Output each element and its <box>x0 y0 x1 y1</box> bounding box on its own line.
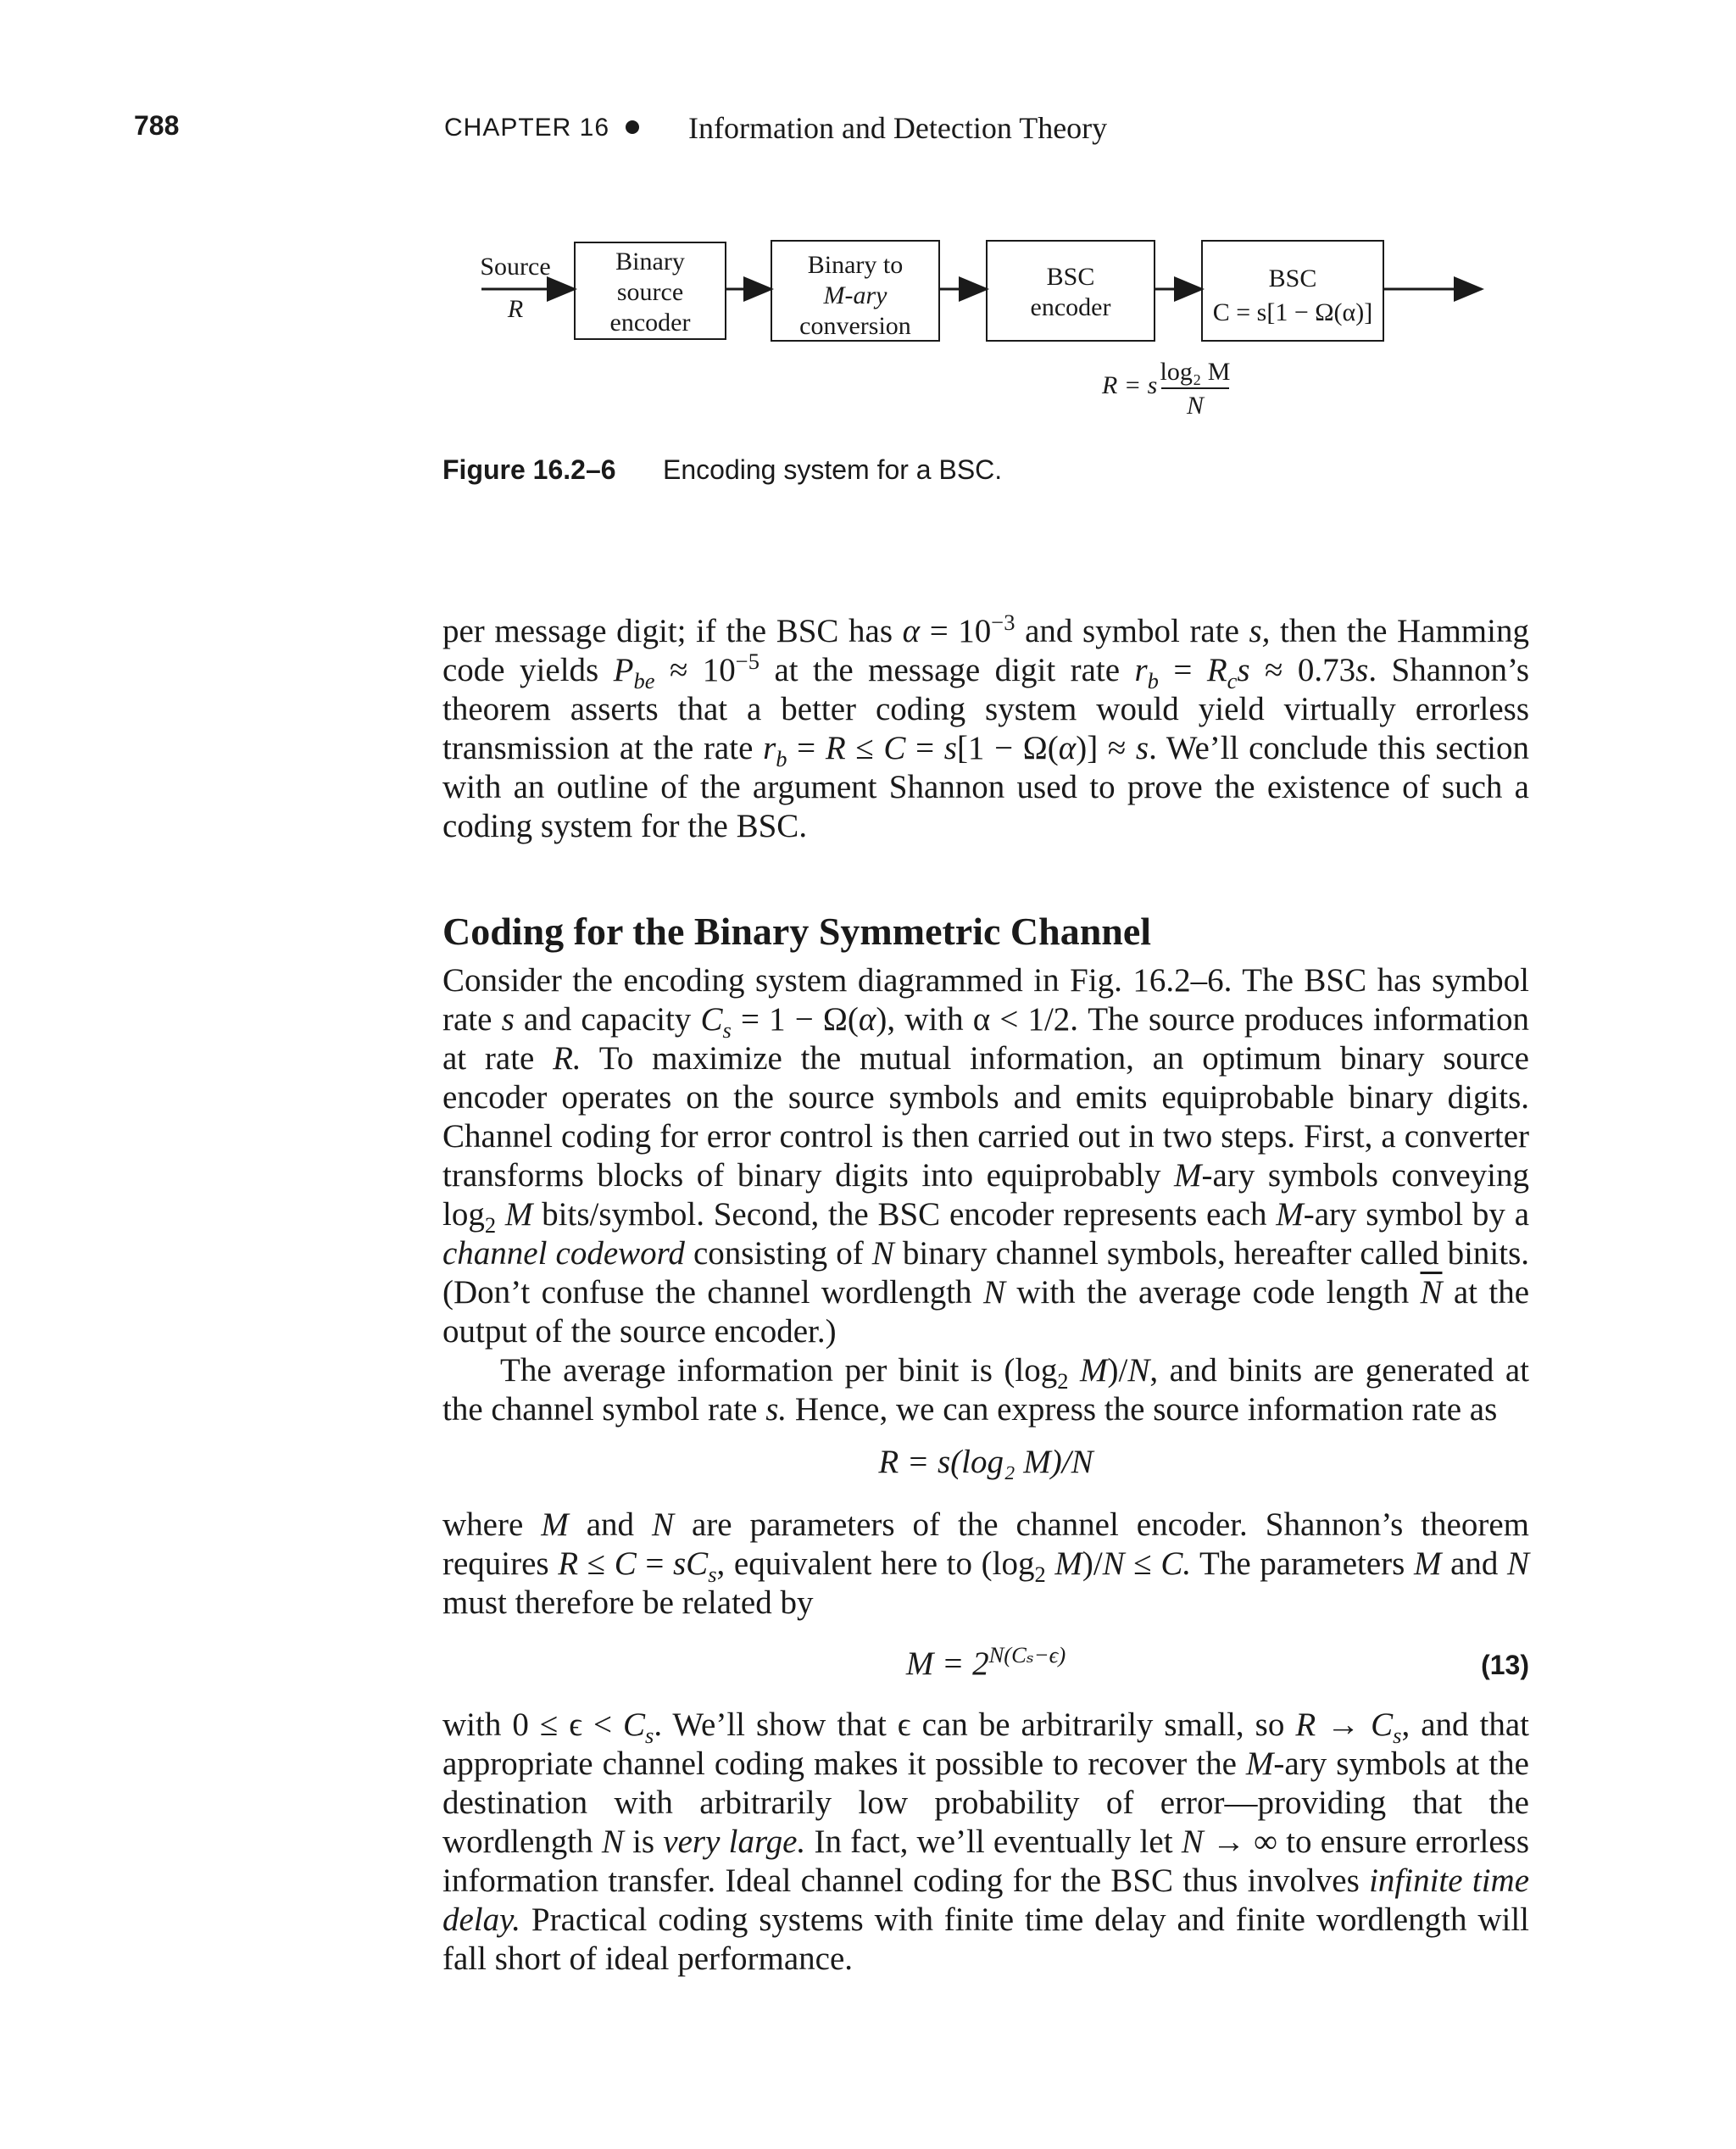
block4-line1: BSC <box>1268 264 1317 292</box>
rate-denominator: N <box>1186 392 1205 420</box>
bsc-encoder-box <box>987 241 1155 341</box>
block2-line3: conversion <box>799 312 911 340</box>
running-title: Information and Detection Theory <box>688 111 1108 145</box>
rate-equation-text: R = s(log₂ M)/N <box>878 1444 1093 1480</box>
figure-caption-text: Encoding system for a BSC. <box>663 454 1003 485</box>
conclusion-paragraph: with $0 \le \epsilon < C_s$. We’ll show that ϵ can be arbitrarily small, so $R \to C_s$, and that appropriate channel coding makes it possible to recover the M-ary symbols at the destination with arbitrarily low probability of error—providing that the wordlength N is very large. In fact, we’ll eventually let N → ∞ to ensure errorless information transfer. Ideal channel coding for the BSC thus involves infinite time delay. Practical coding systems with finite time delay and finite wordlength will fall short of ideal performance. <box>442 1706 1530 1977</box>
source-label: Source <box>480 253 551 281</box>
block2-line1: Binary to <box>807 251 904 279</box>
chapter-label: CHAPTER 16 <box>444 114 610 142</box>
equation-number: (13) <box>1481 1650 1529 1680</box>
block2-line2: M-ary <box>823 281 887 309</box>
section-heading: Coding for the Binary Symmetric Channel <box>442 910 1152 953</box>
rate-numerator: log₂ M <box>1160 358 1231 386</box>
page-header <box>0 110 1736 153</box>
m-equation-exponent: N(Cₛ−ϵ) <box>988 1642 1066 1667</box>
block1-line3: encoder <box>609 309 691 337</box>
rate-equation <box>442 1443 1529 1481</box>
m-equation <box>442 1642 1529 1683</box>
figure-label: Figure 16.2–6 <box>442 454 616 485</box>
block3-line2: encoder <box>1030 293 1111 321</box>
section-paragraphs: Consider the encoding system diagrammed in Fig. 16.2–6. The BSC has symbol rate s and capacity $C_s = 1 - \Omega(\alpha)$, with α < 1/2. The source produces information at rate R. To maximize the mutual information, an optimum binary source encoder operates on the source symbols and emits equiprobable binary digits. Channel coding for error control is then carried out in two steps. First, a converter transforms blocks of binary digits into equiprobably M-ary symbols conveying $\log_2 M$ bits/symbol. Second, the BSC encoder represents each M-ary symbol by a channel codeword consisting of N binary channel symbols, hereafter called binits. (Don’t confuse the channel wordlength N with the average code length $\overline{N}$ at the output of the source encoder.) The average information per binit is ($\log_2$ M)/N, and binits are generated at the channel symbol rate s. Hence, we can express the source information rate as <box>442 962 1530 1428</box>
m-equation-base: M = 2 <box>905 1645 989 1682</box>
block1-line2: source <box>616 278 684 306</box>
rate-label: R = s <box>1102 371 1158 399</box>
requirement-paragraph: where M and N are parameters of the channel encoder. Shannon’s theorem requires $R \le C = sC_s$, equivalent here to ($\log_2$ M)/N ≤ C. The parameters M and N must therefore be related by <box>442 1506 1530 1621</box>
intro-paragraph: per message digit; if the BSC has $\alpha = 10^{-3}$ and symbol rate s, then the Hamming code yields $P_{be} \approx 10^{-5}$ at the message digit rate $r_b = R_cs \approx 0.73s$. Shannon’s theorem asserts that a better coding system would yield virtually errorless transmission at the rate $r_b = R \le C = s[1 - \Omega(\alpha)] \approx s$. We’ll conclude this section with an outline of the argument Shannon used to prove the existence of such a coding system for the BSC. <box>442 610 1530 844</box>
block1-line1: Binary <box>615 248 685 276</box>
block3-line1: BSC <box>1046 263 1095 291</box>
source-rate-label: R <box>507 295 524 323</box>
block4-line2: C = s[1 − Ω(α)] <box>1212 298 1373 326</box>
figure-caption <box>442 454 1003 486</box>
page-number: 788 <box>134 110 180 141</box>
encoding-diagram <box>458 229 1500 432</box>
bullet-icon <box>626 120 639 134</box>
